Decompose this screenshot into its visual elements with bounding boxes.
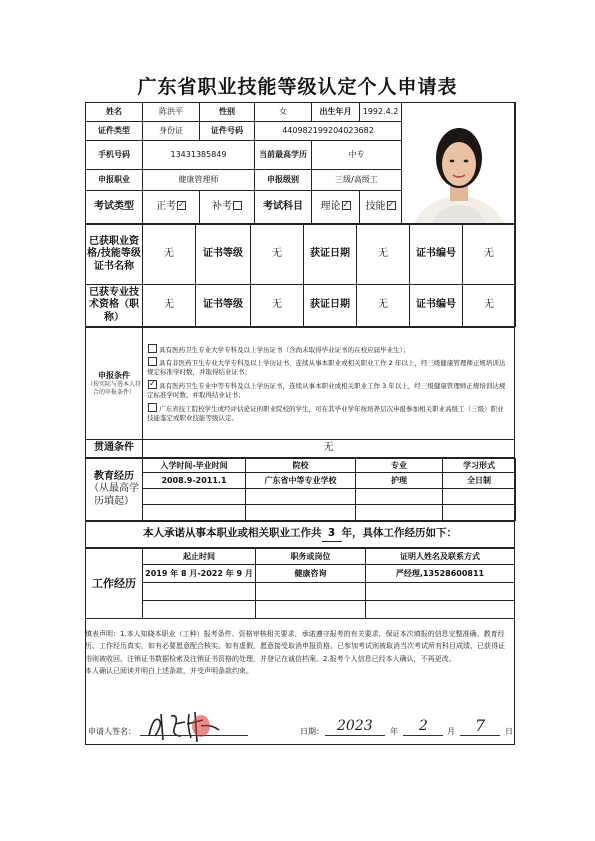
label-cert-no-2: 证书编号 (410, 285, 463, 327)
condition-item[interactable] (145, 343, 512, 356)
label-obtained-prof: 已获专业技术资格（职称） (86, 285, 143, 327)
work-witness[interactable] (366, 583, 515, 601)
occupation-value[interactable]: 健康管理师 (143, 169, 255, 190)
declaration-confirm: 本人确认已阅读并明白上述条款，并受声明条款约束。 (85, 666, 253, 675)
conditions-label-cell (86, 328, 143, 440)
checkbox-empty-icon[interactable] (148, 403, 157, 412)
label-obtain-date: 获证日期 (304, 225, 357, 285)
photo-cell (402, 103, 516, 224)
declaration (85, 628, 511, 677)
checkbox-empty-icon[interactable] (148, 357, 157, 366)
edu-major[interactable] (356, 505, 443, 521)
work-post[interactable] (256, 583, 366, 601)
checkbox-checked-icon[interactable] (387, 201, 396, 210)
table-row (86, 583, 515, 601)
level-value[interactable]: 三级/高级工 (312, 169, 402, 190)
label-id-no: 证件号码 (200, 121, 255, 140)
edu-major[interactable] (356, 489, 443, 505)
month-unit: 月 (447, 727, 455, 736)
work-witness[interactable] (366, 601, 515, 619)
label-level: 申报级别 (255, 169, 312, 190)
sign-year[interactable]: 2023 (337, 718, 373, 734)
obtained-cert-name[interactable]: 无 (143, 225, 196, 285)
work-witness[interactable]: 严经理,13528600811 (366, 565, 515, 583)
education-value[interactable]: 中专 (312, 140, 402, 169)
exam-type-regular[interactable] (143, 190, 200, 223)
checkbox-checked-icon[interactable] (148, 380, 157, 389)
work-period[interactable] (143, 583, 256, 601)
gender-value[interactable]: 女 (255, 103, 312, 122)
day-line (460, 735, 500, 736)
edu-history-note: （从最高学历填起） (89, 483, 139, 507)
exam-subject-theory-label: 理论 (320, 200, 341, 212)
application-form (85, 102, 515, 619)
applicant-sign-label: 申请人签名： (88, 727, 136, 736)
label-occupation: 申报职业 (86, 169, 143, 190)
checkbox-checked-icon[interactable] (342, 201, 351, 210)
birth-value[interactable]: 1992.4.2 (360, 103, 402, 122)
label-birth: 出生年月 (312, 103, 360, 122)
obtained-prof-date[interactable]: 无 (357, 285, 410, 327)
signature-row (85, 716, 515, 742)
label-conditions: 申报条件 (98, 371, 130, 380)
exam-type-regular-label: 正考 (156, 200, 176, 212)
edu-label-cell (86, 459, 143, 521)
label-name: 姓名 (86, 103, 143, 122)
handwritten-signature[interactable] (145, 706, 235, 746)
label-work-history: 工作经历 (86, 549, 143, 619)
checkbox-checked-icon[interactable] (177, 201, 186, 210)
exam-type-makeup[interactable] (200, 190, 255, 223)
commitment-suffix: 年，具体工作经历如下： (341, 527, 457, 540)
month-line (403, 735, 443, 736)
edu-school[interactable]: 广东省中等专业学校 (246, 473, 356, 489)
edu-form[interactable] (443, 505, 516, 521)
conditions-list (143, 328, 515, 440)
work-period[interactable] (143, 601, 256, 619)
id-type-value[interactable]: 身份证 (143, 121, 200, 140)
condition-item[interactable] (145, 379, 512, 402)
conditions-note: （按实际与选本人符合的申报条件） (87, 381, 142, 396)
fingerprint-icon (192, 715, 210, 737)
id-no-value[interactable]: 440982199204023682 (255, 121, 402, 140)
edu-header-major: 专业 (356, 459, 443, 473)
label-id-type: 证件类型 (86, 121, 143, 140)
applicant-photo (402, 103, 515, 223)
date-label: 日期： (300, 727, 324, 736)
work-header-post: 职务或岗位 (256, 549, 366, 565)
work-header-period: 起止时间 (143, 549, 256, 565)
label-edu-history: 教育经历 (94, 470, 134, 482)
edu-form[interactable] (443, 489, 516, 505)
work-post[interactable] (256, 601, 366, 619)
declaration-text: 填表声明：1.本人知晓本职业（工种）报考条件、资格审核相关要求，承诺遵守报考的有关要求，保证本次填报的信息完整准确、教育经历、工作经历真实，如有必要愿意配合核实。如有虚假，愿意接受取消申报资格、已参加考试则被取消当次考试所有科目成绩、已获得证书则被收回、注销证书数据检索及注销证书资格的处理，并登记在诚信档案。2.报考个人信息已经本人确认，不再更改。 (85, 630, 505, 663)
obtained-cert-no[interactable]: 无 (463, 225, 516, 285)
phone-value[interactable]: 13431385849 (143, 140, 255, 169)
work-post[interactable]: 健康咨询 (256, 565, 366, 583)
sign-month[interactable]: 2 (419, 718, 428, 734)
exam-subject-skill[interactable] (360, 190, 402, 223)
table-row (86, 489, 516, 505)
form-title: 广东省职业技能等级认定个人申请表 (137, 76, 458, 98)
obtained-cert-level[interactable]: 无 (251, 225, 304, 285)
obtained-prof-name[interactable]: 无 (143, 285, 196, 327)
sign-day[interactable]: 7 (475, 716, 486, 735)
label-gender: 性别 (200, 103, 255, 122)
edu-form[interactable]: 全日制 (443, 473, 516, 489)
table-row (86, 601, 515, 619)
edu-header-period: 入学时间-毕业时间 (143, 459, 246, 473)
obtained-prof-level[interactable]: 无 (251, 285, 304, 327)
table-row (86, 473, 516, 489)
label-obtained-cert: 已获职业资格/技能等级证书名称 (86, 225, 143, 285)
exam-subject-theory[interactable] (312, 190, 360, 223)
applicant-photo-image (402, 103, 515, 223)
checkbox-empty-icon[interactable] (148, 344, 157, 353)
label-exam-subject: 考试科目 (255, 190, 312, 223)
work-period[interactable]: 2019 年 8 月-2022 年 9 月 (143, 565, 256, 583)
edu-header-school: 院校 (246, 459, 356, 473)
edu-period[interactable]: 2008.9-2011.1 (143, 473, 246, 489)
condition-text: 具有医药卫生专业中等专科及以上学历证书，连续从事本职业或相关职业工作 3 年以上，经三级健康管理师正规培训达规定标准学时数，并取得结业证书； (147, 381, 506, 400)
commitment-prefix: 本人承诺从事本职业或相关职业工作共 (143, 527, 322, 540)
commitment-years[interactable]: 3 (322, 527, 342, 541)
edu-period[interactable] (143, 489, 246, 505)
edu-period[interactable] (143, 505, 246, 521)
table-row (86, 565, 515, 583)
year-line (325, 735, 385, 736)
obtained-prof-no[interactable]: 无 (463, 285, 516, 327)
label-cert-level-2: 证书等级 (196, 285, 251, 327)
through-cond-value[interactable]: 无 (143, 440, 515, 458)
obtained-cert-date[interactable]: 无 (357, 225, 410, 285)
edu-major[interactable]: 护理 (356, 473, 443, 489)
label-through-cond: 贯通条件 (86, 440, 143, 458)
condition-text: 具有非医药卫生专业大学专科及以上学历证书，连续从事本职业或相关职业工作 2 年以上，经三级健康管理师正规培训达规定标准学时数，并取得结业证书； (147, 358, 506, 377)
condition-text: 具有医药卫生专业大学专科及以上学历证书（含尚未取得毕业证书的在校应届毕业生）； (159, 345, 410, 354)
edu-school[interactable] (246, 505, 356, 521)
commitment-line (86, 522, 515, 548)
label-cert-level: 证书等级 (196, 225, 251, 285)
year-unit: 年 (390, 727, 398, 736)
label-cert-no: 证书编号 (410, 225, 463, 285)
label-obtain-date-2: 获证日期 (304, 285, 357, 327)
condition-item[interactable] (145, 356, 512, 379)
edu-school[interactable] (246, 489, 356, 505)
table-row (86, 505, 516, 521)
label-education: 当前最高学历 (255, 140, 312, 169)
label-exam-type: 考试类型 (86, 190, 143, 223)
label-phone: 手机号码 (86, 140, 143, 169)
checkbox-empty-icon[interactable] (233, 201, 242, 210)
name-value[interactable]: 陈洪平 (143, 103, 200, 122)
exam-type-makeup-label: 补考 (212, 200, 232, 212)
work-header-witness: 证明人姓名及联系方式 (366, 549, 515, 565)
condition-text: 广东省技工院校学生或经评估论证的职业院校的学生，可在其毕业学年按培养层次申报参加相关职业高级工（三级）职业技能鉴定或职业技能等级认定。 (147, 404, 504, 423)
edu-header-form: 学习形式 (443, 459, 516, 473)
day-unit: 日 (505, 727, 513, 736)
exam-subject-skill-label: 技能 (365, 200, 386, 212)
condition-item[interactable] (145, 402, 512, 425)
